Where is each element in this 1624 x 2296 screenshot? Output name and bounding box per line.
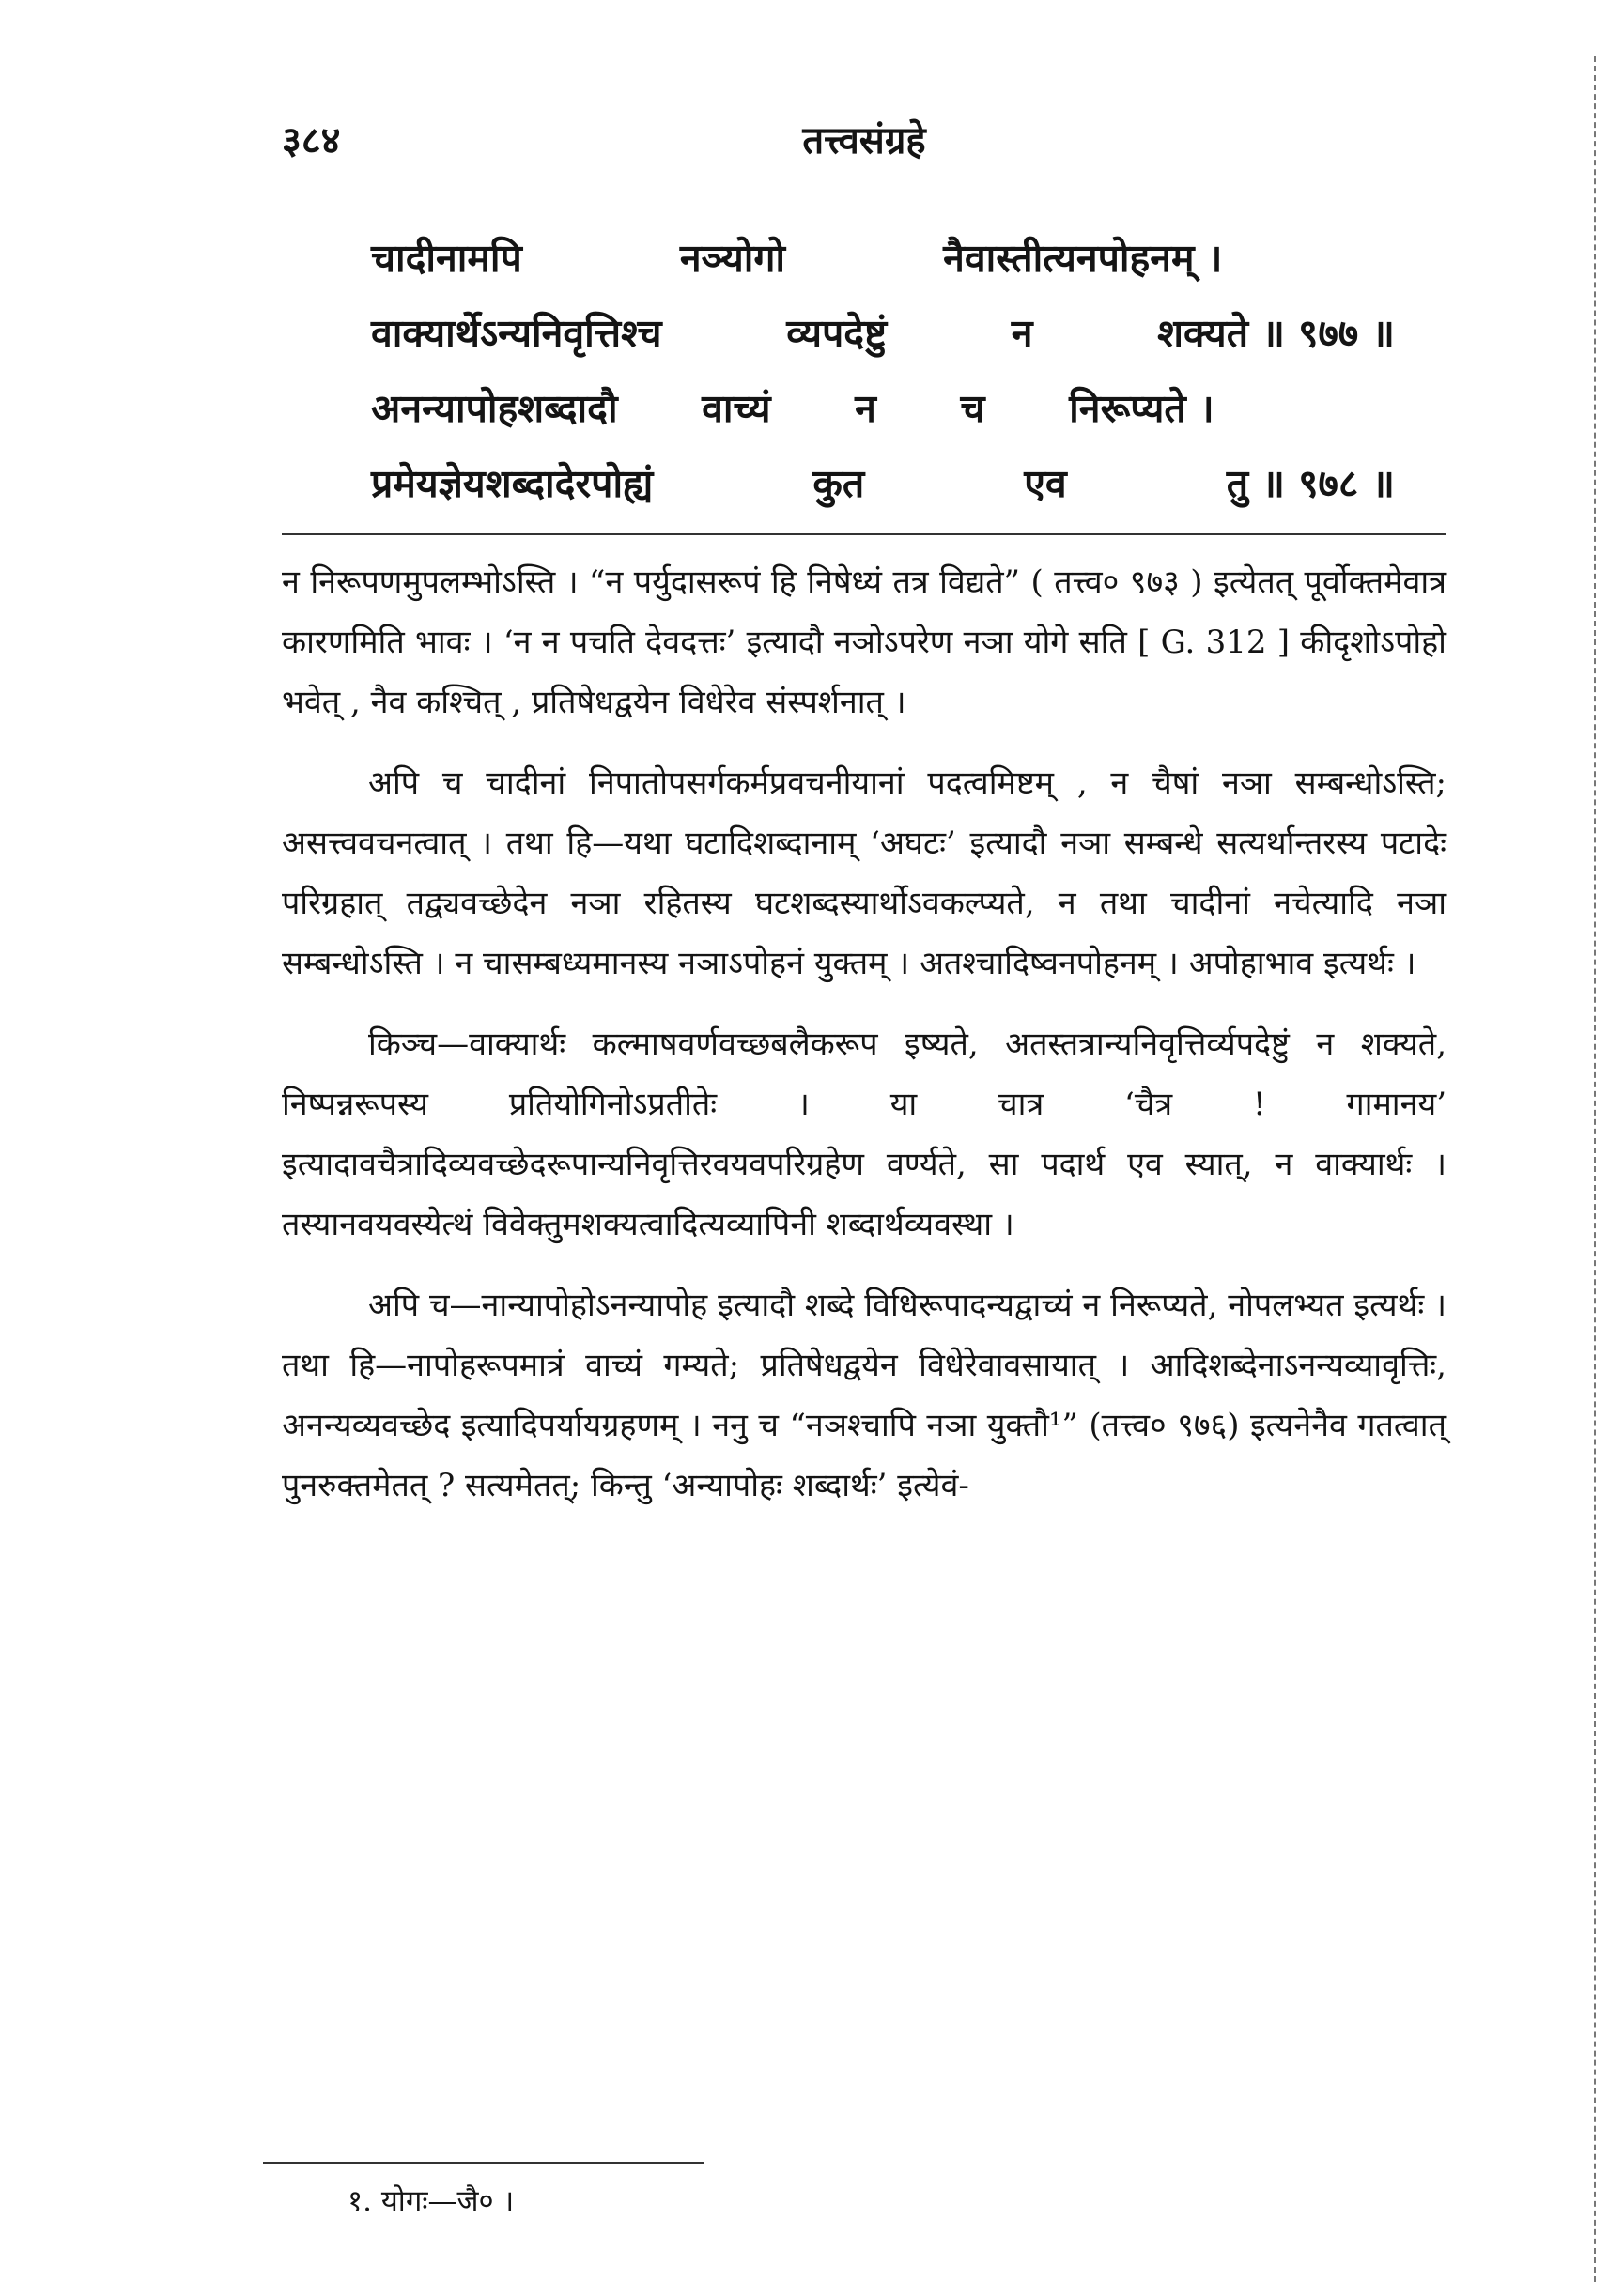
verse-word: नैवास्तीत्यनपोहनम् ।: [943, 236, 1223, 281]
commentary-paragraph: अपि च—नान्यापोहोऽनन्यापोह इत्यादौ शब्दे विधिरूपादन्यद्वाच्यं न निरूप्यते, नोपलभ्यत इत्यर्थः । तथा हि—नापोहरूपमात्रं वाच्यं गम्यते; प्रतिषेधद्वयेन विधेरेवावसायात् । आदिशब्देनाऽनन्यव्यावृत्तिः, अनन्यव्यवच्छेद इत्यादिपर्यायग्रहणम् । ननु च “नञश्चापि नञा युक्तौ¹” (तत्त्व० ९७६) इत्यनेनैव गतत्वात् पुनरुक्तमेतत् ? सत्यमेतत्; किन्तु ‘अन्यापोहः शब्दार्थः’ इत्येवं-: [282, 1287, 1446, 1504]
verse-line: [371, 221, 1395, 296]
running-title: तत्त्वसंग्रहे: [802, 118, 926, 162]
commentary-paragraph: किञ्च—वाक्यार्थः कल्माषवर्णवच्छबलैकरूप इष्यते, अतस्तत्रान्यनिवृत्तिर्व्यपदेष्टुं न शक्यते, निष्पन्नरूपस्य प्रतियोगिनोऽप्रतीतेः । या चात्र ‘चैत्र ! गामानय’ इत्यादावचैत्रादिव्यवच्छेदरूपान्यनिवृत्तिरवयवपरिग्रहेण वर्ण्यते, सा पदार्थ एव स्यात्, न वाक्यार्थः । तस्यानवयवस्येत्थं विवेक्तुमशक्यत्वादित्यव्यापिनी शब्दार्थव्यवस्था ।: [282, 1025, 1446, 1243]
page-number: ३८४: [282, 118, 341, 162]
verse-word: अनन्यापोहशब्दादौ: [371, 386, 618, 431]
commentary-paragraph: अपि च चादीनां निपातोपसर्गकर्मप्रवचनीयानां पदत्वमिष्टम् , न चैषां नञा सम्बन्धोऽस्ति; असत्त्ववचनत्वात् । तथा हि—यथा घटादिशब्दानाम् ‘अघटः’ इत्यादौ नञा सम्बन्धे सत्यर्थान्तरस्य पटादेः परिग्रहात् तद्व्यवच्छेदेन नञा रहितस्य घटशब्दस्यार्थोऽवकल्प्यते, न तथा चादीनां नचेत्यादि नञा सम्बन्धोऽस्ति । न चासम्बध्यमानस्य नञाऽपोहनं युक्तम् । अतश्चादिष्वनपोहनम् । अपोहाभाव इत्यर्थः ।: [282, 764, 1446, 982]
verse-line: [371, 371, 1395, 446]
footnote: १. योगः—जै० ।: [348, 2184, 515, 2218]
commentary-block: [282, 552, 1446, 1536]
verse-word: नञ्योगो: [679, 236, 786, 281]
verse-word: कुत: [812, 461, 865, 506]
verse-word: प्रमेयज्ञेयशब्दादेरपोह्यं: [371, 461, 654, 506]
verse-line: [371, 446, 1395, 521]
verse-block: [371, 221, 1395, 521]
verse-line: [371, 296, 1395, 371]
verse-word: एव: [1024, 461, 1067, 506]
commentary-paragraph: न निरूपणमुपलम्भोऽस्ति । “न पर्युदासरूपं हि निषेध्यं तत्र विद्यते” ( तत्त्व० ९७३ ) इत्येतत् पूर्वोक्तमेवात्र कारणमिति भावः । ‘न न पचति देवदत्तः’ इत्यादौ नञोऽपरेण नञा योगे सति [ G. 312 ] कीदृशोऽपोहो भवेत् , नैव कश्चित् , प्रतिषेधद्वयेन विधेरेव संस्पर्शनात् ।: [282, 563, 1446, 721]
verse-word: वाच्यं: [702, 386, 771, 431]
verse-word: शक्यते ॥ ९७७ ॥: [1157, 311, 1395, 356]
margin-perforation-line: [1594, 56, 1596, 2282]
verse-word: तु ॥ ९७८ ॥: [1226, 461, 1395, 506]
verse-word: न: [1011, 311, 1033, 356]
page-header: [282, 113, 1446, 178]
verse-word: च: [960, 386, 985, 431]
verse-separator-rule: [282, 533, 1446, 535]
footnote-rule: [263, 2162, 704, 2164]
verse-word: वाक्यार्थेऽन्यनिवृत्तिश्च: [371, 311, 662, 356]
verse-word: न: [855, 386, 876, 431]
verse-word: चादीनामपि: [371, 236, 522, 281]
verse-word: व्यपदेष्टुं: [786, 311, 888, 356]
verse-word: निरूप्यते ।: [1069, 386, 1214, 431]
